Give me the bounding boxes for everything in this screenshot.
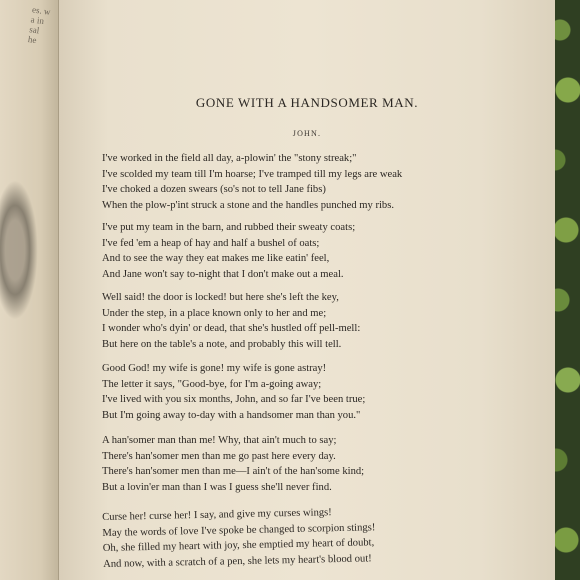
poem-line: And to see the way they eat makes me like eatin' feel,: [102, 253, 330, 265]
stanza-1: [102, 151, 532, 213]
poem-line: Curse her! curse her! I say, and give my curses wings!: [102, 507, 332, 523]
stanza-6: [102, 501, 533, 572]
poem-line: Under the step, in a place known only to her and me;: [102, 307, 327, 319]
poem-line: And Jane won't say to-night that I don't make out a meal.: [102, 268, 344, 280]
poem-line: But a lovin'er man than I was I guess she'll never find.: [102, 481, 332, 493]
stanza-4: [102, 361, 532, 423]
stanza-5: [102, 433, 532, 495]
poem-line: I've lived with you six months, John, and so far I've been true;: [102, 394, 366, 406]
illustration-fragment: [0, 180, 38, 320]
poem-title: GONE WITH A HANDSOMER MAN.: [195, 95, 419, 110]
poem-line: I've put my team in the barn, and rubbed their sweaty coats;: [102, 222, 356, 233]
stanza-2: [102, 220, 532, 282]
poem-line: And now, with a scratch of a pen, she lets my heart's blood out!: [103, 553, 372, 570]
poem-line: There's han'somer men than me—I ain't of the han'some kind;: [102, 466, 365, 478]
stanza-3: [102, 290, 532, 352]
poem-line: But here on the table's a note, and probably this will tell.: [102, 338, 342, 350]
left-page-text: es. w a in sal he: [27, 4, 52, 46]
poem-line: Good God! my wife is gone! my wife is gone astray!: [102, 363, 327, 374]
left-page: [0, 0, 59, 580]
poem-line: The letter it says, "Good-bye, for I'm a-going away;: [102, 378, 322, 390]
poem-line: But I'm going away to-day with a handsomer man than you.": [102, 409, 361, 421]
poem-line: I've worked in the field all day, a-plowin' the "stony streak;": [102, 153, 357, 164]
poem-line: A han'somer man than me! Why, that ain't much to say;: [102, 435, 337, 446]
poem-line: I've scolded my team till I'm hoarse; I've tramped till my legs are weak: [102, 168, 403, 180]
poem-line: I've fed 'em a heap of hay and half a bushel of oats;: [102, 237, 320, 249]
poem-line: I've choked a dozen swears (so's not to tell Jane fibs): [102, 184, 326, 196]
poem-line: I wonder who's dyin' or dead, that she's hustled off pell-mell:: [102, 323, 361, 335]
poem-line: When the plow-p'int struck a stone and the handles punched my ribs.: [102, 199, 394, 211]
poem-speaker: JOHN.: [292, 129, 322, 138]
poem-line: May the words of love I've spoke be changed to scorpion stings!: [102, 521, 376, 539]
poem-line: There's han'somer men than me go past here every day.: [102, 450, 336, 462]
poem-line: Well said! the door is locked! but here she's left the key,: [102, 292, 339, 303]
poem-line: Oh, she filled my heart with joy, she emptied my heart of doubt,: [102, 537, 375, 555]
book-page: [59, 0, 555, 580]
